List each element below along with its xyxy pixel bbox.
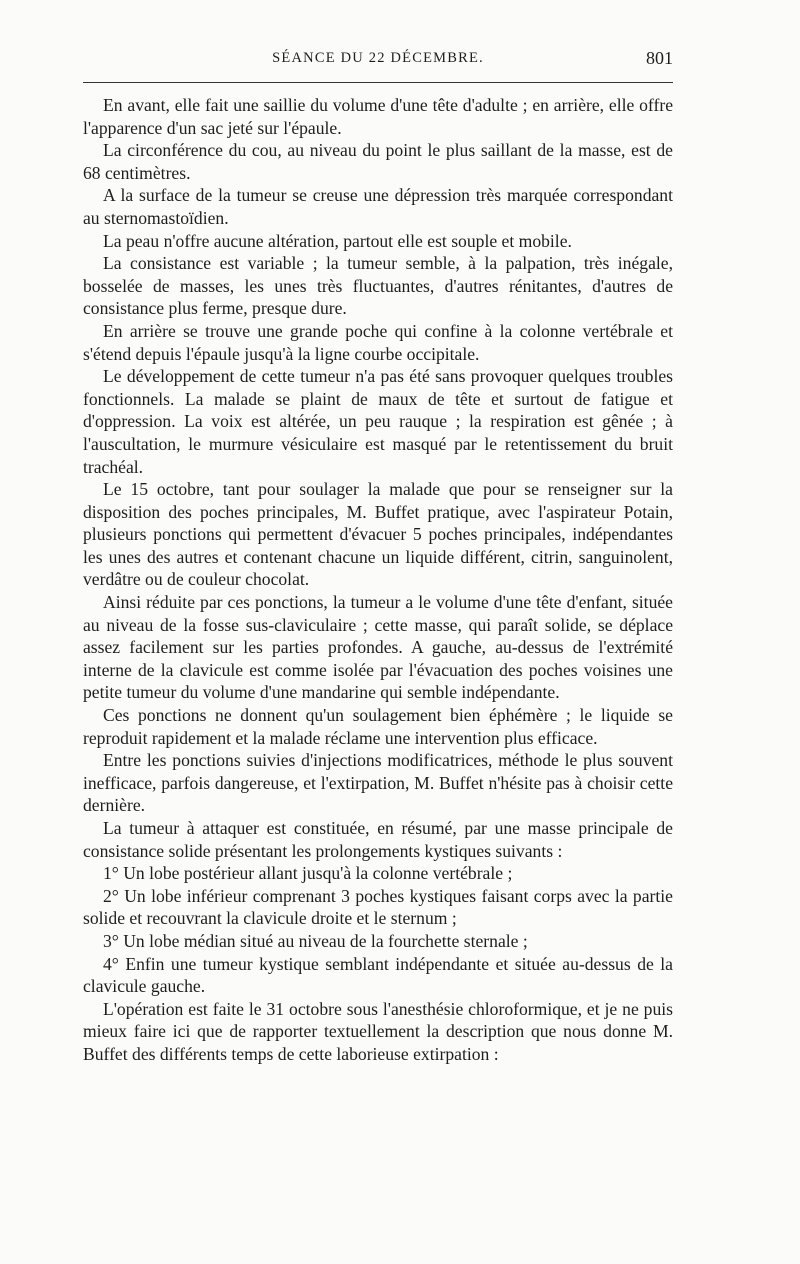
paragraph: A la surface de la tumeur se creuse une dépression très marquée correspondant au sternomastoïdien.	[83, 185, 673, 228]
paragraph: La peau n'offre aucune altération, partout elle est souple et mobile.	[103, 230, 572, 251]
paragraph: Ainsi réduite par ces ponctions, la tumeur a le volume d'une tête d'enfant, située au niveau de la fosse sus-claviculaire ; cette masse, qui paraît solide, se déplace assez facilement sur les parties profondes. A gauche, au-dessus de l'extrémité interne de la clavicule est comme isolée par l'évacuation des poches voisines une petite tumeur du volume d'une mandarine qui semble indépendante.	[83, 592, 673, 703]
paragraph: La tumeur à attaquer est constituée, en résumé, par une masse principale de consistance solide présentant les prolongements kystiques suivants :	[83, 818, 673, 861]
list-item: 1° Un lobe postérieur allant jusqu'à la colonne vertébrale ;	[103, 863, 513, 884]
page-number: 801	[646, 48, 673, 68]
paragraph: La consistance est variable ; la tumeur semble, à la palpation, très inégale, bosselée de masses, les unes très fluctuantes, d'autres rénitantes, d'autres de consistance plus ferme, presque dure.	[83, 253, 673, 319]
list-item: 3° Un lobe médian situé au niveau de la fourchette sternale ;	[103, 930, 528, 951]
paragraph: Ces ponctions ne donnent qu'un soulagement bien éphémère ; le liquide se reproduit rapidement et la malade réclame une intervention plus efficace.	[83, 705, 673, 748]
paragraph: Le développement de cette tumeur n'a pas été sans provoquer quelques troubles fonctionnels. La malade se plaint de maux de tête et surtout de fatigue et d'oppression. La voix est altérée, un peu rauque ; la respiration est gênée ; à l'auscultation, le murmure vésiculaire est masqué par le retentissement du bruit trachéal.	[83, 366, 673, 477]
paragraph: L'opération est faite le 31 octobre sous l'anesthésie chloroformique, et je ne puis mieux faire ici que de rapporter textuellement la description que nous donne M. Buffet des différents temps de cette laborieuse extirpation :	[83, 998, 673, 1064]
header-rule	[83, 82, 673, 83]
paragraph: La circonférence du cou, au niveau du point le plus saillant de la masse, est de 68 centimètres.	[83, 140, 673, 183]
paragraph: En avant, elle fait une saillie du volume d'une tête d'adulte ; en arrière, elle offre l'apparence d'un sac jeté sur l'épaule.	[83, 95, 673, 138]
paragraph: En arrière se trouve une grande poche qui confine à la colonne vertébrale et s'étend depuis l'épaule jusqu'à la ligne courbe occipitale.	[83, 320, 673, 364]
paragraph: Entre les ponctions suivies d'injections modificatrices, méthode le plus souvent inefficace, parfois dangereuse, et l'extirpation, M. Buffet n'hésite pas à choisir cette dernière.	[83, 750, 673, 816]
paragraph: Le 15 octobre, tant pour soulager la malade que pour se renseigner sur la disposition des poches principales, M. Buffet pratique, avec l'aspirateur Potain, plusieurs ponctions qui permettent d'évacuer 5 poches principales, indépendantes les unes des autres et contenant chacune un liquide différent, citrin, sanguinolent, verdâtre ou de couleur chocolat.	[83, 479, 673, 590]
list-item: 4° Enfin une tumeur kystique semblant indépendante et située au-dessus de la clavicule gauche.	[83, 953, 673, 997]
header-title: SÉANCE DU 22 DÉCEMBRE.	[272, 50, 484, 66]
list-item: 2° Un lobe inférieur comprenant 3 poches kystiques faisant corps avec la partie solide et recouvrant la clavicule droite et le sternum ;	[83, 885, 673, 929]
body-text	[83, 94, 673, 1066]
running-header	[83, 48, 673, 74]
